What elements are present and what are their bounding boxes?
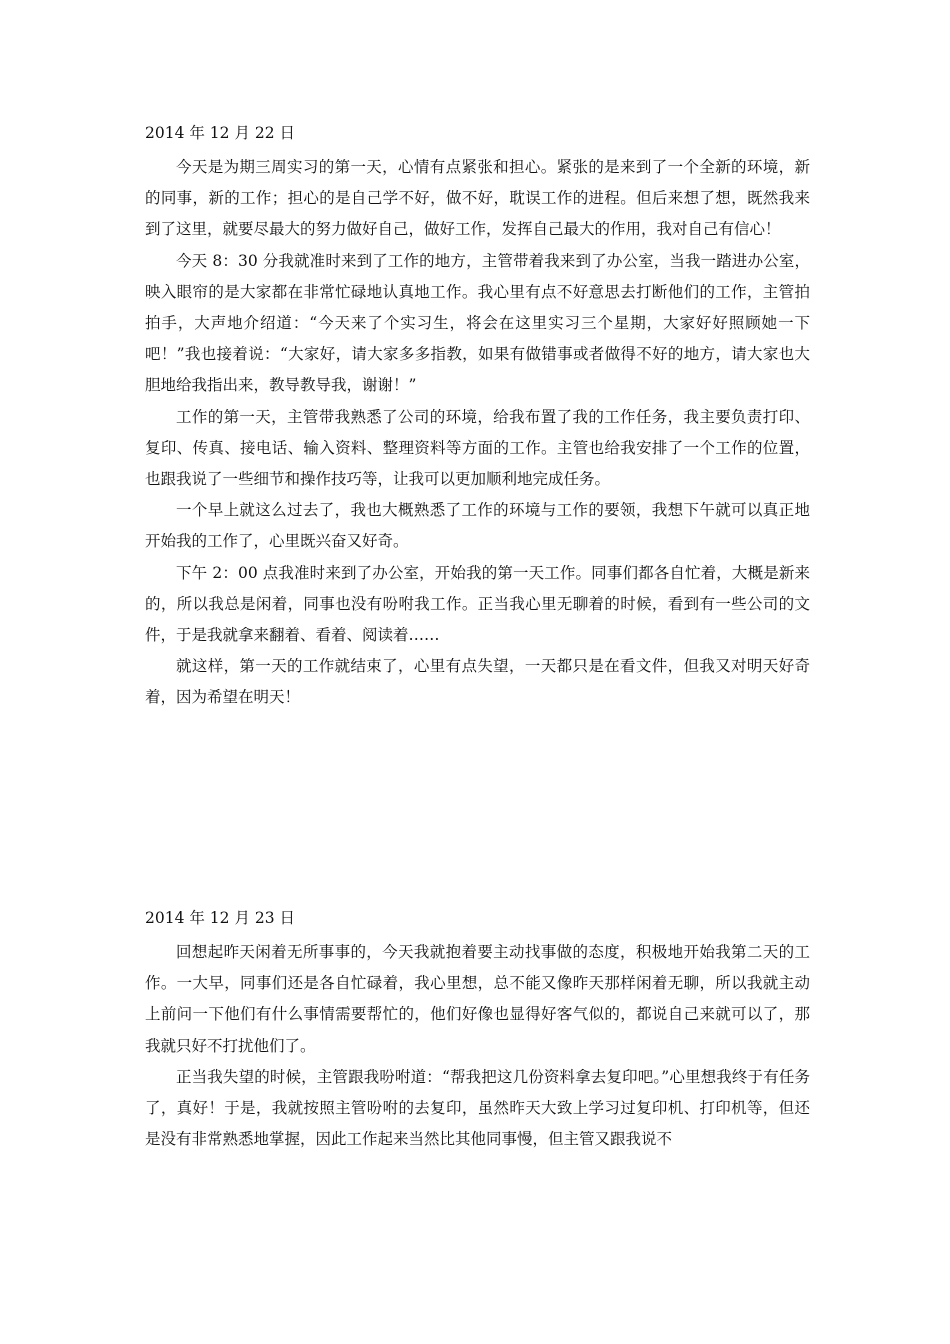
paragraph: 下午 2：00 点我准时来到了办公室，开始我的第一天工作。同事们都各自忙着，大概是新来的，所以我总是闲着，同事也没有吩咐我工作。正当我心里无聊着的时候，看到有一些公司的文件，于是我就拿来翻着、看着、阅读着……	[145, 563, 810, 645]
paragraph: 就这样，第一天的工作就结束了，心里有点失望，一天都只是在看文件，但我又对明天好奇着，因为希望在明天！	[145, 657, 810, 707]
paragraph: 今天 8：30 分我就准时来到了工作的地方，主管带着我来到了办公室，当我一踏进办公室，映入眼帘的是大家都在非常忙碌地认真地工作。我心里有点不好意思去打断他们的工作，主管拍拍手，大声地介绍道：“今天来了个实习生，将会在这里实习三个星期，大家好好照顾她一下吧！”我也接着说：“大家好，请大家多多指教，如果有做错事或者做得不好的地方，请大家也大胆地给我指出来，教导教导我，谢谢！”	[145, 251, 810, 395]
entry-date: 2014 年 12 月 23 日	[145, 909, 296, 927]
paragraph: 一个早上就这么过去了，我也大概熟悉了工作的环境与工作的要领，我想下午就可以真正地开始我的工作了，心里既兴奋又好奇。	[145, 501, 810, 551]
entry-date: 2014 年 12 月 22 日	[145, 124, 296, 142]
paragraph: 回想起昨天闲着无所事事的，今天我就抱着要主动找事做的态度，积极地开始我第二天的工作。一大早，同事们还是各自忙碌着，我心里想，总不能又像昨天那样闲着无聊，所以我就主动上前问一下他们有什么事情需要帮忙的，他们好像也显得好客气似的，都说自己来就可以了，那我就只好不打扰他们了。	[145, 943, 810, 1055]
paragraph: 今天是为期三周实习的第一天，心情有点紧张和担心。紧张的是来到了一个全新的环境，新的同事，新的工作；担心的是自己学不好，做不好，耽误工作的进程。但后来想了想，既然我来到了这里，就要尽最大的努力做好自己，做好工作，发挥自己最大的作用，我对自己有信心！	[145, 158, 810, 239]
paragraph: 正当我失望的时候，主管跟我吩咐道：“帮我把这几份资料拿去复印吧。”心里想我终于有任务了，真好！于是，我就按照主管吩咐的去复印，虽然昨天大致上学习过复印机、打印机等，但还是没有非常熟悉地掌握，因此工作起来当然比其他同事慢，但主管又跟我说不	[145, 1067, 810, 1149]
diary-entry-2	[145, 906, 810, 1155]
diary-entry-1	[145, 121, 810, 714]
paragraph: 工作的第一天，主管带我熟悉了公司的环境，给我布置了我的工作任务，我主要负责打印、复印、传真、接电话、输入资料、整理资料等方面的工作。主管也给我安排了一个工作的位置，也跟我说了一些细节和操作技巧等，让我可以更加顺利地完成任务。	[145, 407, 810, 489]
